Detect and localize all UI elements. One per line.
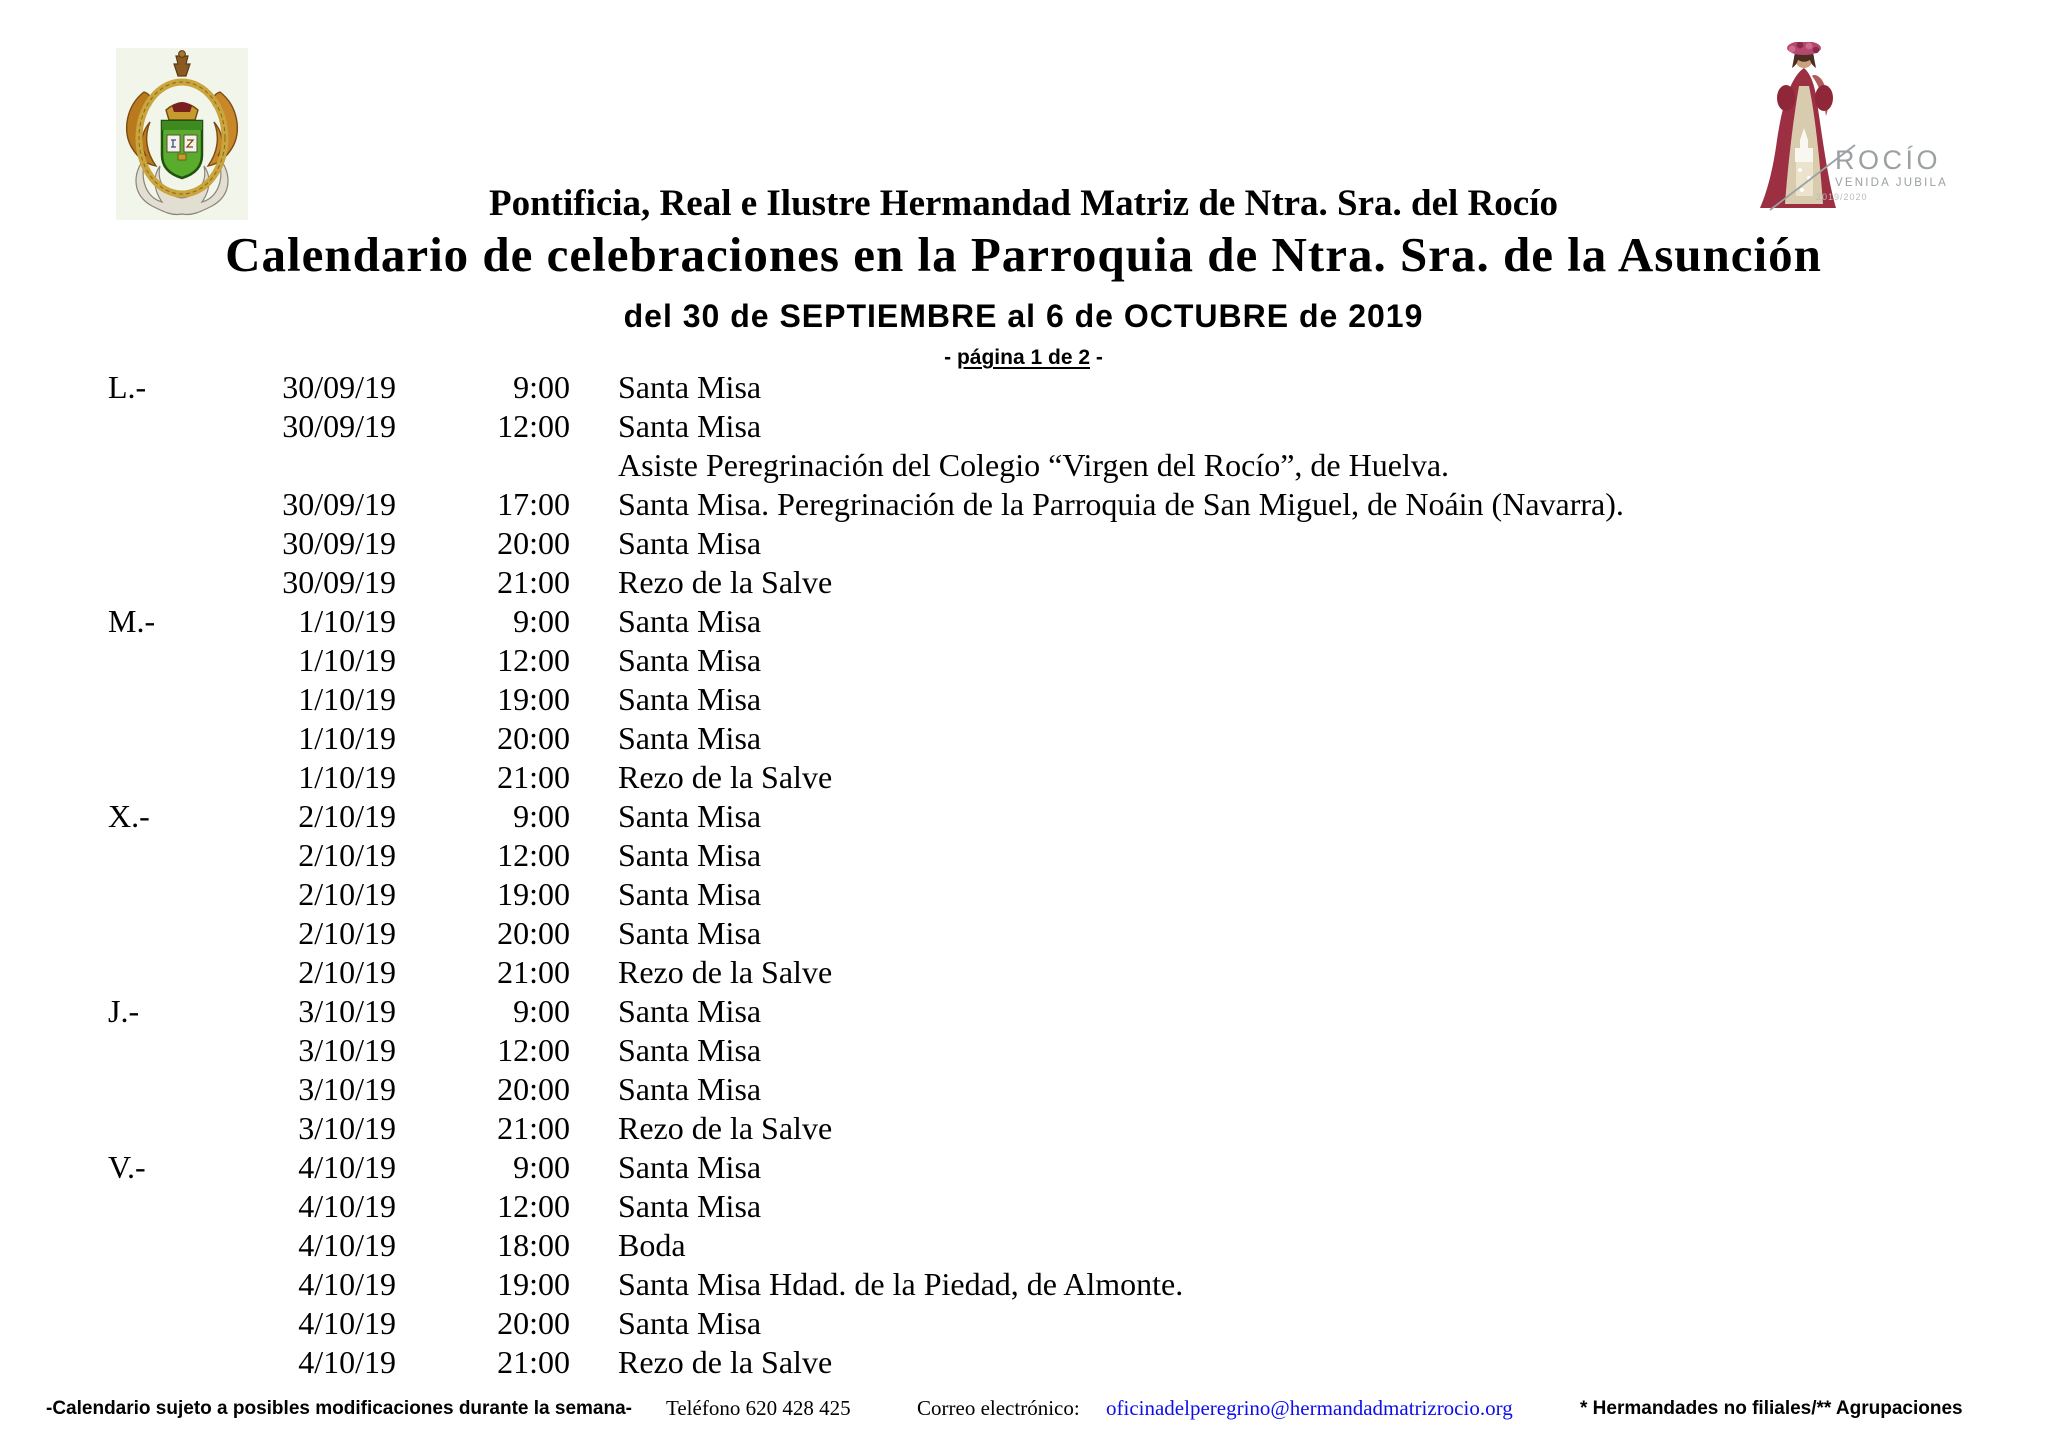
- event-cell: Santa Misa: [618, 1071, 762, 1107]
- date-cell: 30/09/19: [282, 525, 396, 561]
- page-indicator-suffix: -: [1090, 346, 1103, 369]
- date-cell: 1/10/19: [298, 642, 396, 678]
- event-cell: Santa Misa: [618, 408, 762, 444]
- schedule-row: [0, 446, 2047, 485]
- day-cell: [0, 1187, 180, 1226]
- schedule-row: [0, 602, 2047, 641]
- day-cell: [0, 407, 180, 446]
- day-cell: L.-: [108, 369, 147, 405]
- event-cell: Rezo de la Salve: [618, 564, 833, 600]
- schedule-row: [0, 485, 2047, 524]
- event-cell: Rezo de la Salve: [618, 954, 833, 990]
- event-cell: Santa Misa: [618, 525, 762, 561]
- date-cell: 2/10/19: [298, 837, 396, 873]
- schedule-row: [0, 1187, 2047, 1226]
- time-cell: 9:00: [513, 369, 570, 405]
- event-cell: Santa Misa: [618, 798, 762, 834]
- time-cell: 12:00: [497, 642, 570, 678]
- organization-title: Pontificia, Real e Ilustre Hermandad Matriz de Ntra. Sra. del Rocío: [488, 183, 1559, 224]
- time-cell: 19:00: [497, 876, 570, 912]
- day-cell: [0, 641, 180, 680]
- rocio-wordmark: ROCÍO: [1835, 145, 1942, 175]
- day-cell: [0, 1070, 180, 1109]
- footer-email-link[interactable]: oficinadelperegrino@hermandadmatrizrocio.org: [1106, 1396, 1513, 1420]
- event-cell: Boda: [618, 1227, 686, 1263]
- page-indicator: [0, 346, 2047, 370]
- schedule-row: [0, 836, 2047, 875]
- event-cell: Santa Misa: [618, 369, 762, 405]
- day-cell: [0, 563, 180, 602]
- event-cell: Rezo de la Salve: [618, 1344, 833, 1380]
- schedule-row: [0, 875, 2047, 914]
- schedule-row: [0, 1226, 2047, 1265]
- event-cell: Santa Misa: [618, 1305, 762, 1341]
- schedule-row: [0, 1265, 2047, 1304]
- date-cell: 2/10/19: [298, 876, 396, 912]
- date-cell: 3/10/19: [298, 993, 396, 1029]
- time-cell: 20:00: [497, 1071, 570, 1107]
- time-cell: 20:00: [497, 720, 570, 756]
- event-cell: Santa Misa: [618, 993, 762, 1029]
- schedule-row: [0, 368, 2047, 407]
- date-cell: 30/09/19: [282, 564, 396, 600]
- time-cell: 21:00: [497, 954, 570, 990]
- time-cell: 17:00: [497, 486, 570, 522]
- day-cell: [0, 914, 180, 953]
- date-cell: 2/10/19: [298, 915, 396, 951]
- time-cell: 12:00: [497, 1188, 570, 1224]
- date-cell: 4/10/19: [298, 1305, 396, 1341]
- day-cell: [0, 1031, 180, 1070]
- day-cell: [0, 1226, 180, 1265]
- schedule-row: [0, 407, 2047, 446]
- time-cell: 20:00: [497, 525, 570, 561]
- time-cell: 9:00: [513, 798, 570, 834]
- date-cell: 30/09/19: [282, 408, 396, 444]
- day-cell: [0, 1109, 180, 1148]
- day-cell: [0, 1304, 180, 1343]
- day-cell: [0, 758, 180, 797]
- day-cell: [0, 953, 180, 992]
- day-cell: J.-: [108, 993, 140, 1029]
- footer-email-label: Correo electrónico:: [917, 1396, 1080, 1420]
- day-cell: [0, 1343, 180, 1382]
- time-cell: 21:00: [497, 759, 570, 795]
- date-cell: 1/10/19: [298, 759, 396, 795]
- footer-legend: * Hermandades no filiales/** Agrupaciones: [1580, 1398, 1963, 1419]
- event-cell: Santa Misa. Peregrinación de la Parroquia de San Miguel, de Noáin (Navarra).: [618, 486, 1624, 522]
- time-cell: 21:00: [497, 1344, 570, 1380]
- schedule-row: [0, 524, 2047, 563]
- day-cell: [0, 485, 180, 524]
- event-cell: Santa Misa: [618, 837, 762, 873]
- date-cell: 1/10/19: [298, 681, 396, 717]
- time-cell: 9:00: [513, 1149, 570, 1185]
- schedule-row: [0, 1304, 2047, 1343]
- date-cell: 4/10/19: [298, 1266, 396, 1302]
- day-cell: M.-: [108, 603, 156, 639]
- day-cell: [0, 875, 180, 914]
- event-cell: Santa Misa: [618, 642, 762, 678]
- time-cell: 12:00: [497, 837, 570, 873]
- svg-text:2019/2020: 2019/2020: [1816, 192, 1868, 202]
- date-cell: 30/09/19: [282, 369, 396, 405]
- time-cell: 20:00: [497, 915, 570, 951]
- schedule-row: [0, 992, 2047, 1031]
- day-cell: [0, 836, 180, 875]
- event-cell: Santa Misa: [618, 1188, 762, 1224]
- date-cell: 4/10/19: [298, 1149, 396, 1185]
- day-cell: V.-: [108, 1149, 146, 1185]
- day-cell: [0, 524, 180, 563]
- time-cell: 12:00: [497, 1032, 570, 1068]
- time-cell: 20:00: [497, 1305, 570, 1341]
- event-cell: Santa Misa: [618, 876, 762, 912]
- date-cell: 1/10/19: [298, 720, 396, 756]
- date-cell: [180, 446, 396, 485]
- time-cell: [396, 446, 570, 485]
- date-cell: 4/10/19: [298, 1188, 396, 1224]
- footer-note: -Calendario sujeto a posibles modificaciones durante la semana-: [46, 1398, 632, 1419]
- time-cell: 9:00: [513, 603, 570, 639]
- schedule-row: [0, 1031, 2047, 1070]
- date-cell: 3/10/19: [298, 1110, 396, 1146]
- date-cell: 4/10/19: [298, 1344, 396, 1380]
- page-indicator-prefix: -: [944, 346, 957, 369]
- day-cell: [0, 1265, 180, 1304]
- time-cell: 12:00: [497, 408, 570, 444]
- event-cell: Rezo de la Salve: [618, 759, 833, 795]
- date-cell: 30/09/19: [282, 486, 396, 522]
- date-cell: 3/10/19: [298, 1032, 396, 1068]
- time-cell: 19:00: [497, 1266, 570, 1302]
- time-cell: 21:00: [497, 564, 570, 600]
- time-cell: 21:00: [497, 1110, 570, 1146]
- event-cell: Rezo de la Salve: [618, 1110, 833, 1146]
- footer-phone: Teléfono 620 428 425: [666, 1396, 851, 1420]
- schedule-row: [0, 680, 2047, 719]
- event-cell: Asiste Peregrinación del Colegio “Virgen del Rocío”, de Huelva.: [618, 447, 1450, 483]
- schedule-row: [0, 758, 2047, 797]
- day-cell: X.-: [108, 798, 150, 834]
- day-cell: [0, 446, 180, 485]
- date-cell: 3/10/19: [298, 1071, 396, 1107]
- event-cell: Santa Misa: [618, 720, 762, 756]
- date-cell: 2/10/19: [298, 798, 396, 834]
- schedule-row: [0, 1343, 2047, 1382]
- schedule-row: [0, 1070, 2047, 1109]
- date-cell: 4/10/19: [298, 1227, 396, 1263]
- time-cell: 19:00: [497, 681, 570, 717]
- schedule-row: [0, 719, 2047, 758]
- event-cell: Santa Misa: [618, 681, 762, 717]
- event-cell: Santa Misa Hdad. de la Piedad, de Almonte.: [618, 1266, 1184, 1302]
- schedule-row: [0, 1109, 2047, 1148]
- page-title: Calendario de celebraciones en la Parroquia de Ntra. Sra. de la Asunción: [225, 227, 1822, 282]
- schedule-row: [0, 914, 2047, 953]
- event-cell: Santa Misa: [618, 915, 762, 951]
- event-cell: Santa Misa: [618, 1032, 762, 1068]
- page-indicator-text: página 1 de 2: [956, 346, 1091, 369]
- event-cell: Santa Misa: [618, 1149, 762, 1185]
- date-cell: 1/10/19: [298, 603, 396, 639]
- schedule-row: [0, 563, 2047, 602]
- svg-text:VENIDA JUBILAR: VENIDA JUBILAR: [1835, 177, 1948, 189]
- date-range-subtitle: del 30 de SEPTIEMBRE al 6 de OCTUBRE de 2019: [623, 298, 1424, 334]
- time-cell: 9:00: [513, 993, 570, 1029]
- schedule-row: [0, 641, 2047, 680]
- schedule-table: [0, 368, 2047, 1382]
- event-cell: Santa Misa: [618, 603, 762, 639]
- day-cell: [0, 719, 180, 758]
- time-cell: 18:00: [497, 1227, 570, 1263]
- schedule-row: [0, 797, 2047, 836]
- day-cell: [0, 680, 180, 719]
- schedule-row: [0, 953, 2047, 992]
- schedule-row: [0, 1148, 2047, 1187]
- date-cell: 2/10/19: [298, 954, 396, 990]
